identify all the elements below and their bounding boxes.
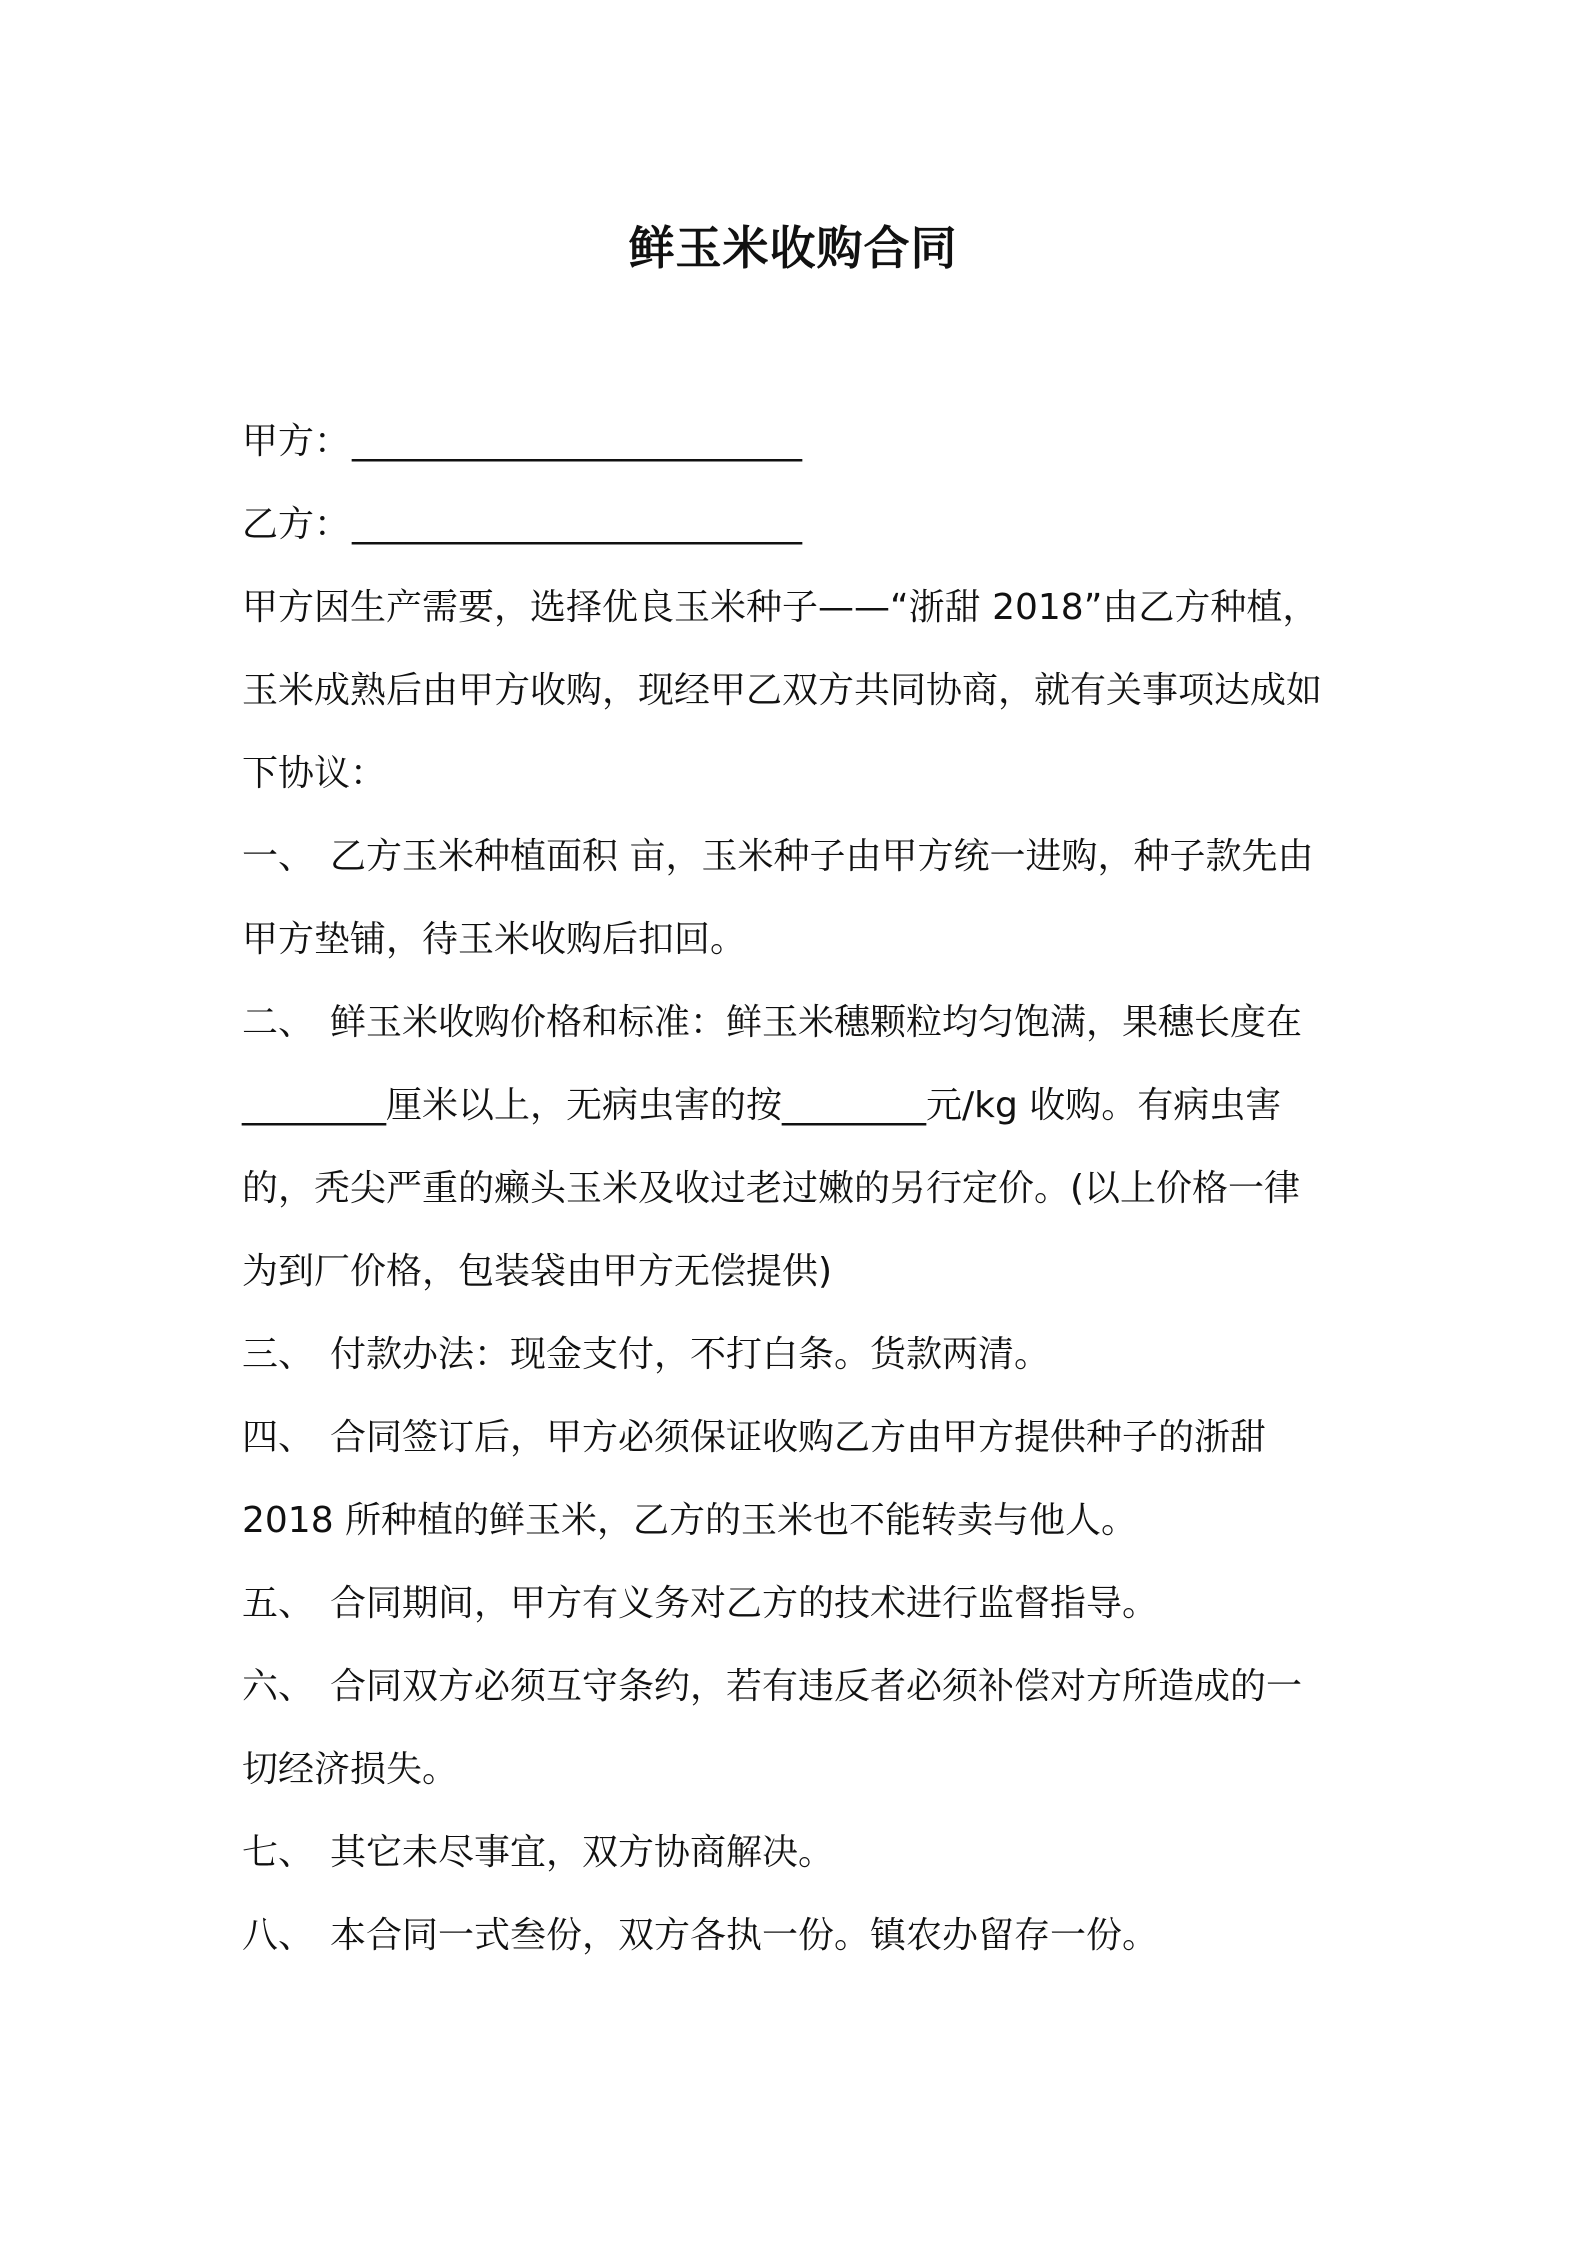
clause-number: 六、 — [242, 1666, 315, 1707]
clause-line — [242, 1396, 1352, 1479]
clause-line — [242, 815, 1352, 898]
clause-text: 其它未尽事宜，双方协商解决。 — [330, 1832, 835, 1873]
intro-line: 下协议： — [242, 753, 387, 794]
clause-line — [242, 1811, 1352, 1894]
clause-line: 切经济损失。 — [242, 1749, 459, 1790]
clause-number: 七、 — [242, 1832, 315, 1873]
clause-line — [242, 1894, 1352, 1977]
party-b-line — [242, 483, 1352, 566]
clause-line: ________厘米以上，无病虫害的按________元/kg 收购。有病虫害 — [242, 1085, 1282, 1126]
clause-text: 合同签订后，甲方必须保证收购乙方由甲方提供种子的浙甜 — [330, 1417, 1267, 1458]
party-b-blank: _________________________ — [352, 504, 803, 545]
clause-text: 鲜玉米收购价格和标准：鲜玉米穗颗粒均匀饱满，果穗长度在 — [330, 1002, 1303, 1043]
clause-line — [242, 1645, 1352, 1728]
clause-line: 2018 所种植的鲜玉米，乙方的玉米也不能转卖与他人。 — [242, 1500, 1138, 1541]
party-a-label: 甲方： — [242, 421, 351, 462]
clause-text: 本合同一式叁份，双方各执一份。镇农办留存一份。 — [330, 1915, 1159, 1956]
clause-text: 合同双方必须互守条约，若有违反者必须补偿对方所造成的一 — [330, 1666, 1303, 1707]
party-b-label: 乙方： — [242, 504, 351, 545]
party-a-line — [242, 400, 1352, 483]
clause-text: 合同期间，甲方有义务对乙方的技术进行监督指导。 — [330, 1583, 1159, 1624]
document-body — [242, 400, 1352, 1977]
clause-number: 三、 — [242, 1334, 315, 1375]
clause-line: 的，秃尖严重的癞头玉米及收过老过嫩的另行定价。(以上价格一律 — [242, 1168, 1301, 1209]
clause-number: 二、 — [242, 1002, 315, 1043]
intro-line: 甲方因生产需要，选择优良玉米种子——“浙甜 2018”由乙方种植， — [242, 587, 1319, 628]
clause-number: 五、 — [242, 1583, 315, 1624]
clause-number: 四、 — [242, 1417, 315, 1458]
intro-line: 玉米成熟后由甲方收购，现经甲乙双方共同协商，就有关事项达成如 — [242, 670, 1323, 711]
clause-line — [242, 1313, 1352, 1396]
clause-text: 乙方玉米种植面积 亩，玉米种子由甲方统一进购，种子款先由 — [330, 836, 1314, 877]
clause-number: 八、 — [242, 1915, 315, 1956]
clause-text: 付款办法：现金支付，不打白条。货款两清。 — [330, 1334, 1051, 1375]
document-title: 鲜玉米收购合同 — [628, 221, 958, 275]
clause-number: 一、 — [242, 836, 315, 877]
clause-line: 甲方垫铺，待玉米收购后扣回。 — [242, 919, 747, 960]
party-a-blank: _________________________ — [352, 421, 803, 462]
clause-line — [242, 981, 1352, 1064]
clause-line: 为到厂价格，包装袋由甲方无偿提供) — [242, 1251, 833, 1292]
clause-line — [242, 1562, 1352, 1645]
